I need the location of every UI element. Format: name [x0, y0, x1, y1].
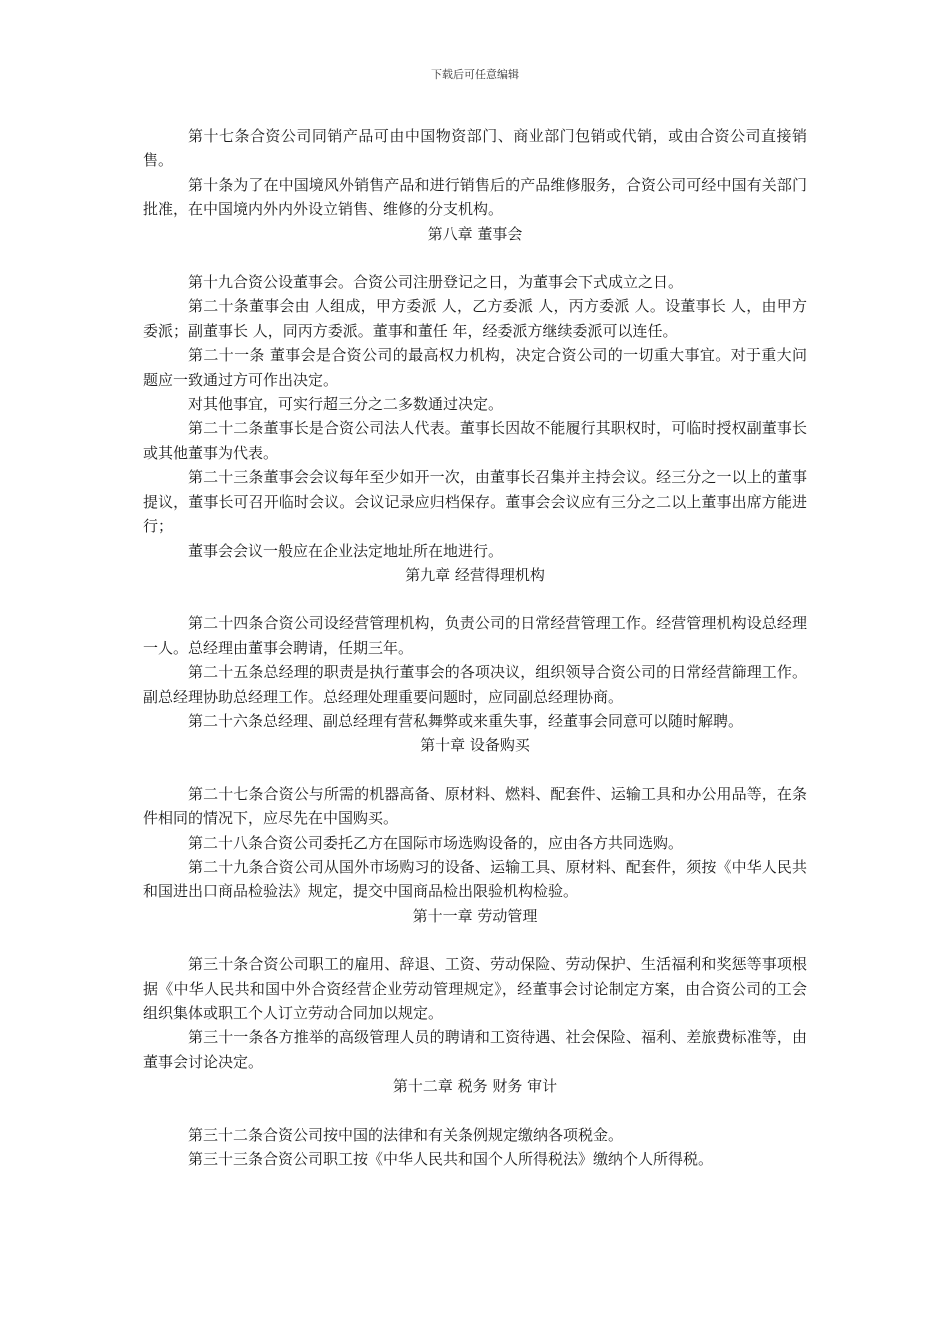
article-paragraph: 第二十三条董事会会议每年至少如开一次，由董事长召集并主持会议。经三分之一以上的董事提议，董事长可召开临时会议。会议记录应归档保存。董事会会议应有三分之二以上董事出席方能进行；: [143, 468, 807, 536]
article-paragraph: 第二十一条 董事会是合资公司的最高权力机构，决定合资公司的一切重大事宜。对于重大问题应一致通过方可作出决定。: [143, 346, 807, 389]
chapter-heading: 第十二章 税务 财务 审计: [392, 1077, 558, 1096]
blank-line: [143, 928, 807, 952]
article-paragraph: 第二十四条合资公司设经营管理机构，负责公司的日常经营管理工作。经营管理机构设总经理一人。总经理由董事会聘请，任期三年。: [143, 614, 807, 657]
article-paragraph: 第二十二条董事长是合资公司法人代表。董事长因故不能履行其职权时，可临时授权副董事长或其他董事为代表。: [143, 419, 807, 462]
blank-line: [143, 758, 807, 782]
blank-line: [143, 1099, 807, 1123]
article-paragraph: 第二十七条合资公与所需的机器高备、原材料、燃料、配套件、运输工具和办公用品等，在条件相同的情况下，应尽先在中国购买。: [143, 784, 807, 828]
chapter-heading: 第九章 经营得理机构: [405, 565, 545, 584]
article-paragraph: 董事会会议一般应在企业法定地址所在地进行。: [188, 541, 504, 560]
article-paragraph: 第十七条合资公司同销产品可由中国物资部门、商业部门包销或代销，或由合资公司直接销售。: [143, 127, 807, 170]
article-paragraph: 第十九合资公设董事会。合资公司注册登记之日，为董事会下式成立之日。: [188, 273, 684, 292]
chapter-heading: 第十一章 劳动管理: [412, 906, 538, 925]
chapter-heading: 第八章 董事会: [427, 224, 523, 243]
article-paragraph: 第二十九条合资公司从国外市场购习的设备、运输工具、原材料、配套件，须按《中华人民共和国进出口商品检验法》规定，提交中国商品检出限验机构检验。: [143, 857, 807, 901]
article-paragraph: 第三十一条各方推举的高级管理人员的聘请和工资待遇、社会保险、福利、差旅费标准等，由董事会讨论决定。: [143, 1028, 807, 1071]
article-paragraph: 第十条为了在中国境风外销售产品和进行销售后的产品维修服务，合资公司可经中国有关部门批准，在中国境内外内外设立销售、维修的分支机构。: [143, 175, 807, 219]
article-paragraph: 第三十三条合资公司职工按《中华人民共和国个人所得税法》缴纳个人所得税。: [188, 1150, 714, 1169]
article-paragraph: 第二十五条总经理的职责是执行董事会的各项决议，组织领导合资公司的日常经营篩理工作。副总经理协助总经理工作。总经理处理重要问题时，应同副总经理协商。: [143, 663, 807, 706]
article-paragraph: 第三十二条合资公司按中国的法律和有关条例规定缴纳各项税金。: [188, 1125, 624, 1144]
article-paragraph: 对其他事宜，可实行超三分之二多数通过决定。: [188, 395, 504, 414]
chapter-heading: 第十章 设备购买: [420, 736, 530, 755]
blank-line: [143, 587, 807, 611]
blank-line: [143, 246, 807, 270]
article-paragraph: 第二十条董事会由 人组成，甲方委派 人，乙方委派 人，丙方委派 人。设董事长 人，由甲方委派；副董事长 人，同丙方委派。董事和董任 年，经委派方继续委派可以连任。: [143, 297, 807, 340]
document-body: [143, 124, 807, 1171]
article-paragraph: 第二十六条总经理、副总经理有营私舞弊或来重失事，经董事会同意可以随时解聘。: [188, 711, 744, 730]
article-paragraph: 第三十条合资公司职工的雇用、辞退、工资、劳动保险、劳动保护、生活福利和奖惩等事项根据《中华人民共和国中外合资经营企业劳动管理规定》，经董事会讨论制定方案，由合资公司的工会组织集体或职工个人订立劳动合同加以规定。: [143, 955, 807, 1022]
article-paragraph: 第二十八条合资公司委托乙方在国际市场选购设备的，应由各方共同选购。: [188, 833, 684, 852]
page-header: 下载后可任意编辑: [431, 68, 519, 81]
